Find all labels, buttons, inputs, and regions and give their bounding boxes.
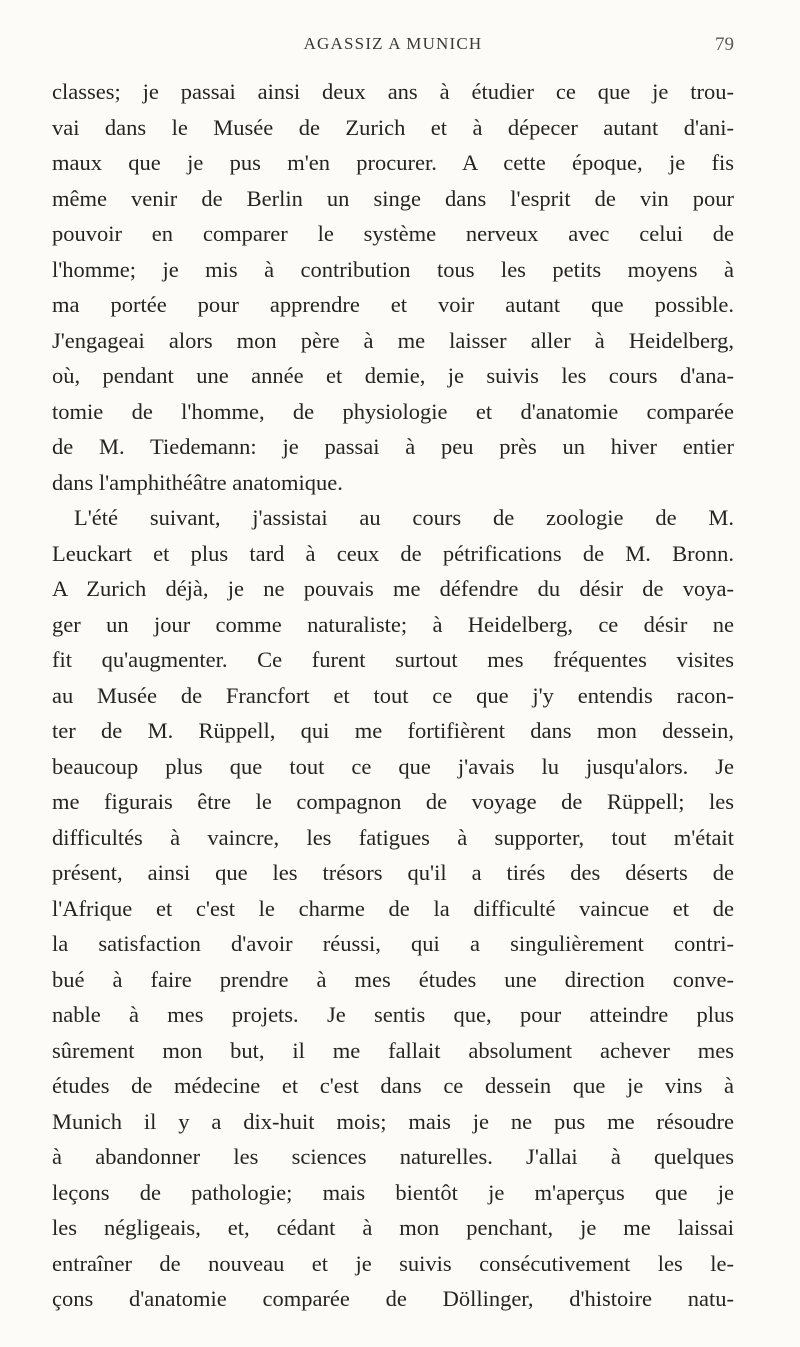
text-line: Munich il y a dix-huit mois; mais je ne pus me résoudre <box>52 1108 734 1134</box>
text-line: l'homme; je mis à contribution tous les petits moyens à <box>52 256 734 282</box>
text-line: leçons de pathologie; mais bientôt je m'aperçus que je <box>52 1179 734 1205</box>
text-line: ma portée pour apprendre et voir autant que possible. <box>52 292 734 317</box>
text-line: à abandonner les sciences naturelles. J'allai à quelques <box>52 1144 734 1169</box>
text-line: difficultés à vaincre, les fatigues à supporter, tout m'était <box>52 824 734 850</box>
text-line: bué à faire prendre à mes études une direction conve- <box>52 966 734 992</box>
text-line: la satisfaction d'avoir réussi, qui a singulièrement contri- <box>52 931 734 956</box>
text-line: tomie de l'homme, de physiologie et d'anatomie comparée <box>52 398 734 424</box>
text-line: l'Afrique et c'est le charme de la difficulté vaincue et de <box>52 895 734 921</box>
text-line: études de médecine et c'est dans ce dessein que je vins à <box>52 1073 734 1098</box>
text-line: ter de M. Rüppell, qui me fortifièrent dans mon dessein, <box>52 718 734 743</box>
text-line: me figurais être le compagnon de voyage de Rüppell; les <box>52 789 734 814</box>
text-line: fit qu'augmenter. Ce furent surtout mes fréquentes visites <box>52 647 734 672</box>
text-line: vai dans le Musée de Zurich et à dépecer autant d'ani- <box>52 114 734 140</box>
text-line: au Musée de Francfort et tout ce que j'y entendis racon- <box>52 682 734 708</box>
text-line: classes; je passai ainsi deux ans à étudier ce que je trou- <box>52 79 734 104</box>
text-line: beaucoup plus que tout ce que j'avais lu jusqu'alors. Je <box>52 753 734 779</box>
running-header <box>52 34 734 58</box>
text-line: A Zurich déjà, je ne pouvais me défendre du désir de voya- <box>52 576 734 601</box>
text-line: çons d'anatomie comparée de Döllinger, d'histoire natu- <box>52 1286 734 1311</box>
text-line: Leuckart et plus tard à ceux de pétrifications de M. Bronn. <box>52 540 734 566</box>
text-line: de M. Tiedemann: je passai à peu près un hiver entier <box>52 434 734 459</box>
text-line: maux que je pus m'en procurer. A cette époque, je fis <box>52 150 734 175</box>
paragraph-start-line: L'été suivant, j'assistai au cours de zoologie de M. <box>74 505 734 530</box>
text-line: ger un jour comme naturaliste; à Heidelberg, ce désir ne <box>52 611 734 637</box>
text-line: les négligeais, et, cédant à mon penchant, je me laissai <box>52 1215 734 1240</box>
text-line: présent, ainsi que les trésors qu'il a tirés des déserts de <box>52 860 734 885</box>
text-line: J'engageai alors mon père à me laisser aller à Heidelberg, <box>52 327 734 353</box>
paragraph-end-line: dans l'amphithéâtre anatomique. <box>52 469 343 495</box>
text-line: pouvoir en comparer le système nerveux avec celui de <box>52 221 734 246</box>
body-text <box>52 74 734 1317</box>
text-line: où, pendant une année et demie, je suivis les cours d'ana- <box>52 363 734 388</box>
text-line: même venir de Berlin un singe dans l'esprit de vin pour <box>52 185 734 211</box>
running-title: AGASSIZ A MUNICH <box>303 34 483 53</box>
page-number: 79 <box>715 34 734 55</box>
text-line: entraîner de nouveau et je suivis consécutivement les le- <box>52 1250 734 1276</box>
text-line: sûrement mon but, il me fallait absolument achever mes <box>52 1037 734 1063</box>
text-line: nable à mes projets. Je sentis que, pour atteindre plus <box>52 1002 734 1027</box>
